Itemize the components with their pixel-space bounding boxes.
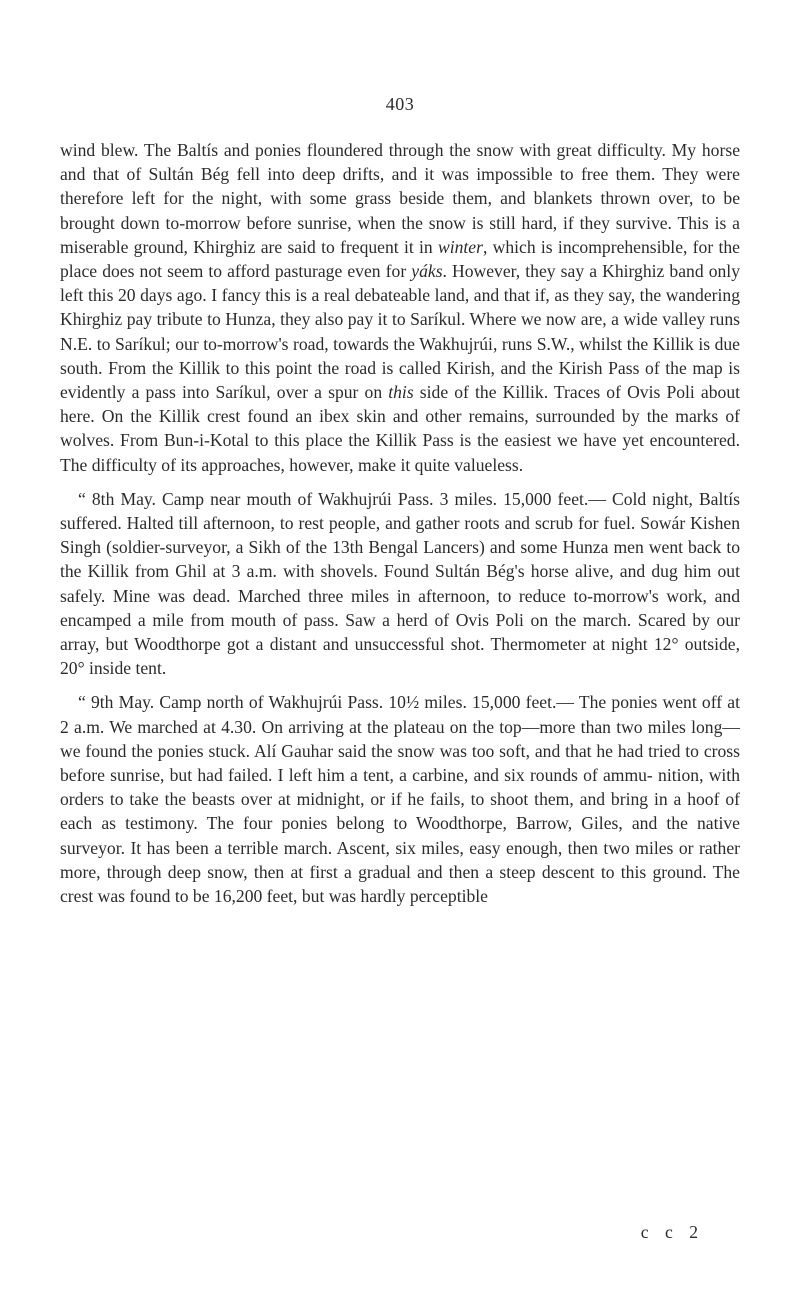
italic-run: this — [388, 382, 414, 403]
body-text — [60, 138, 740, 908]
italic-run: winter — [437, 236, 483, 257]
paragraph-wind-blew — [60, 138, 740, 477]
paragraph-8th-may — [60, 487, 740, 681]
text-run: “ 9th May. Camp north of Wakhujrúi Pass. 10½ miles. 15,000 feet.— The ponies went off at 2 a.m. We marched at 4.30. On arriving at the plateau on the top—more than two miles long—we found the ponies stuck. Alí Gauhar said the snow was too soft, and that he had tried to cross before sunrise, but had failed. I left him a tent, a carbine, and six rounds of ammu- nition, with orders to take the beasts over at midnight, or if he fails, to shoot them, and bring in a hoof of each as testimony. The four ponies belong to Woodthorpe, Barrow, Giles, and the native surveyor. It has been a terrible march. Ascent, six miles, easy enough, then two miles or rather more, through deep snow, then at first a gradual and then a steep descent to this ground. The crest was found to be 16,200 feet, but was hardly perceptible — [60, 692, 740, 907]
text-run: wind blew. The Baltís and ponies floundered through the snow with great difficulty. My horse and that of Sultán Bég fell into deep drifts, and it was impossible to free them. They were therefore left for the night, with some grass beside them, and blankets thrown over, to be brought down to-morrow before sunrise, when the snow is still hard, if they survive. This is a miserable ground, Khirghiz are said to frequent it in — [60, 140, 740, 257]
page-number: 403 — [385, 94, 415, 114]
paragraph-9th-may — [60, 690, 740, 908]
text-run: , which is incomprehensible, for the place does not seem to afford pasturage even for — [60, 236, 740, 282]
text-run: . However, they say a Khirghiz band only left this 20 days ago. I fancy this is a real debateable land, and that if, as they say, the wandering Khirghiz pay tribute to Hunza, they also pay it to Saríkul. Where we now are, a wide valley runs N.E. to Saríkul; our to-morrow's road, towards the Wakhujrúi, runs S.W., whilst the Killik is due south. From the Killik to this point the road is called Kirish, and the Kirish Pass of the map is evidently a pass into Saríkul, over a spur on — [60, 261, 740, 403]
text-run: side of the Killik. Traces of Ovis Poli about here. On the Killik crest found an ibex skin and other remains, surrounded by the marks of wolves. From Bun-i-Kotal to this place the Killik Pass is the easiest we have yet encountered. The difficulty of its approaches, however, make it quite valueless. — [60, 382, 741, 475]
signature-mark: c c 2 — [640, 1222, 704, 1242]
text-run: “ 8th May. Camp near mouth of Wakhujrúi Pass. 3 miles. 15,000 feet.— Cold night, Baltís suffered. Halted till afternoon, to rest people, and gather roots and scrub for fuel. Sowár Kishen Singh (soldier-surveyor, a Sikh of the 13th Bengal Lancers) and some Hunza men went back to the Killik from Ghil at 3 a.m. with shovels. Found Sultán Bég's horse alive, and dug him out safely. Mine was dead. Marched three miles in afternoon, to reduce to-morrow's work, and encamped a mile from mouth of pass. Saw a herd of Ovis Poli on the march. Scared by our array, but Woodthorpe got a distant and unsuccessful shot. Thermometer at night 12° outside, 20° inside tent. — [60, 488, 740, 679]
italic-run: yáks — [411, 261, 443, 282]
